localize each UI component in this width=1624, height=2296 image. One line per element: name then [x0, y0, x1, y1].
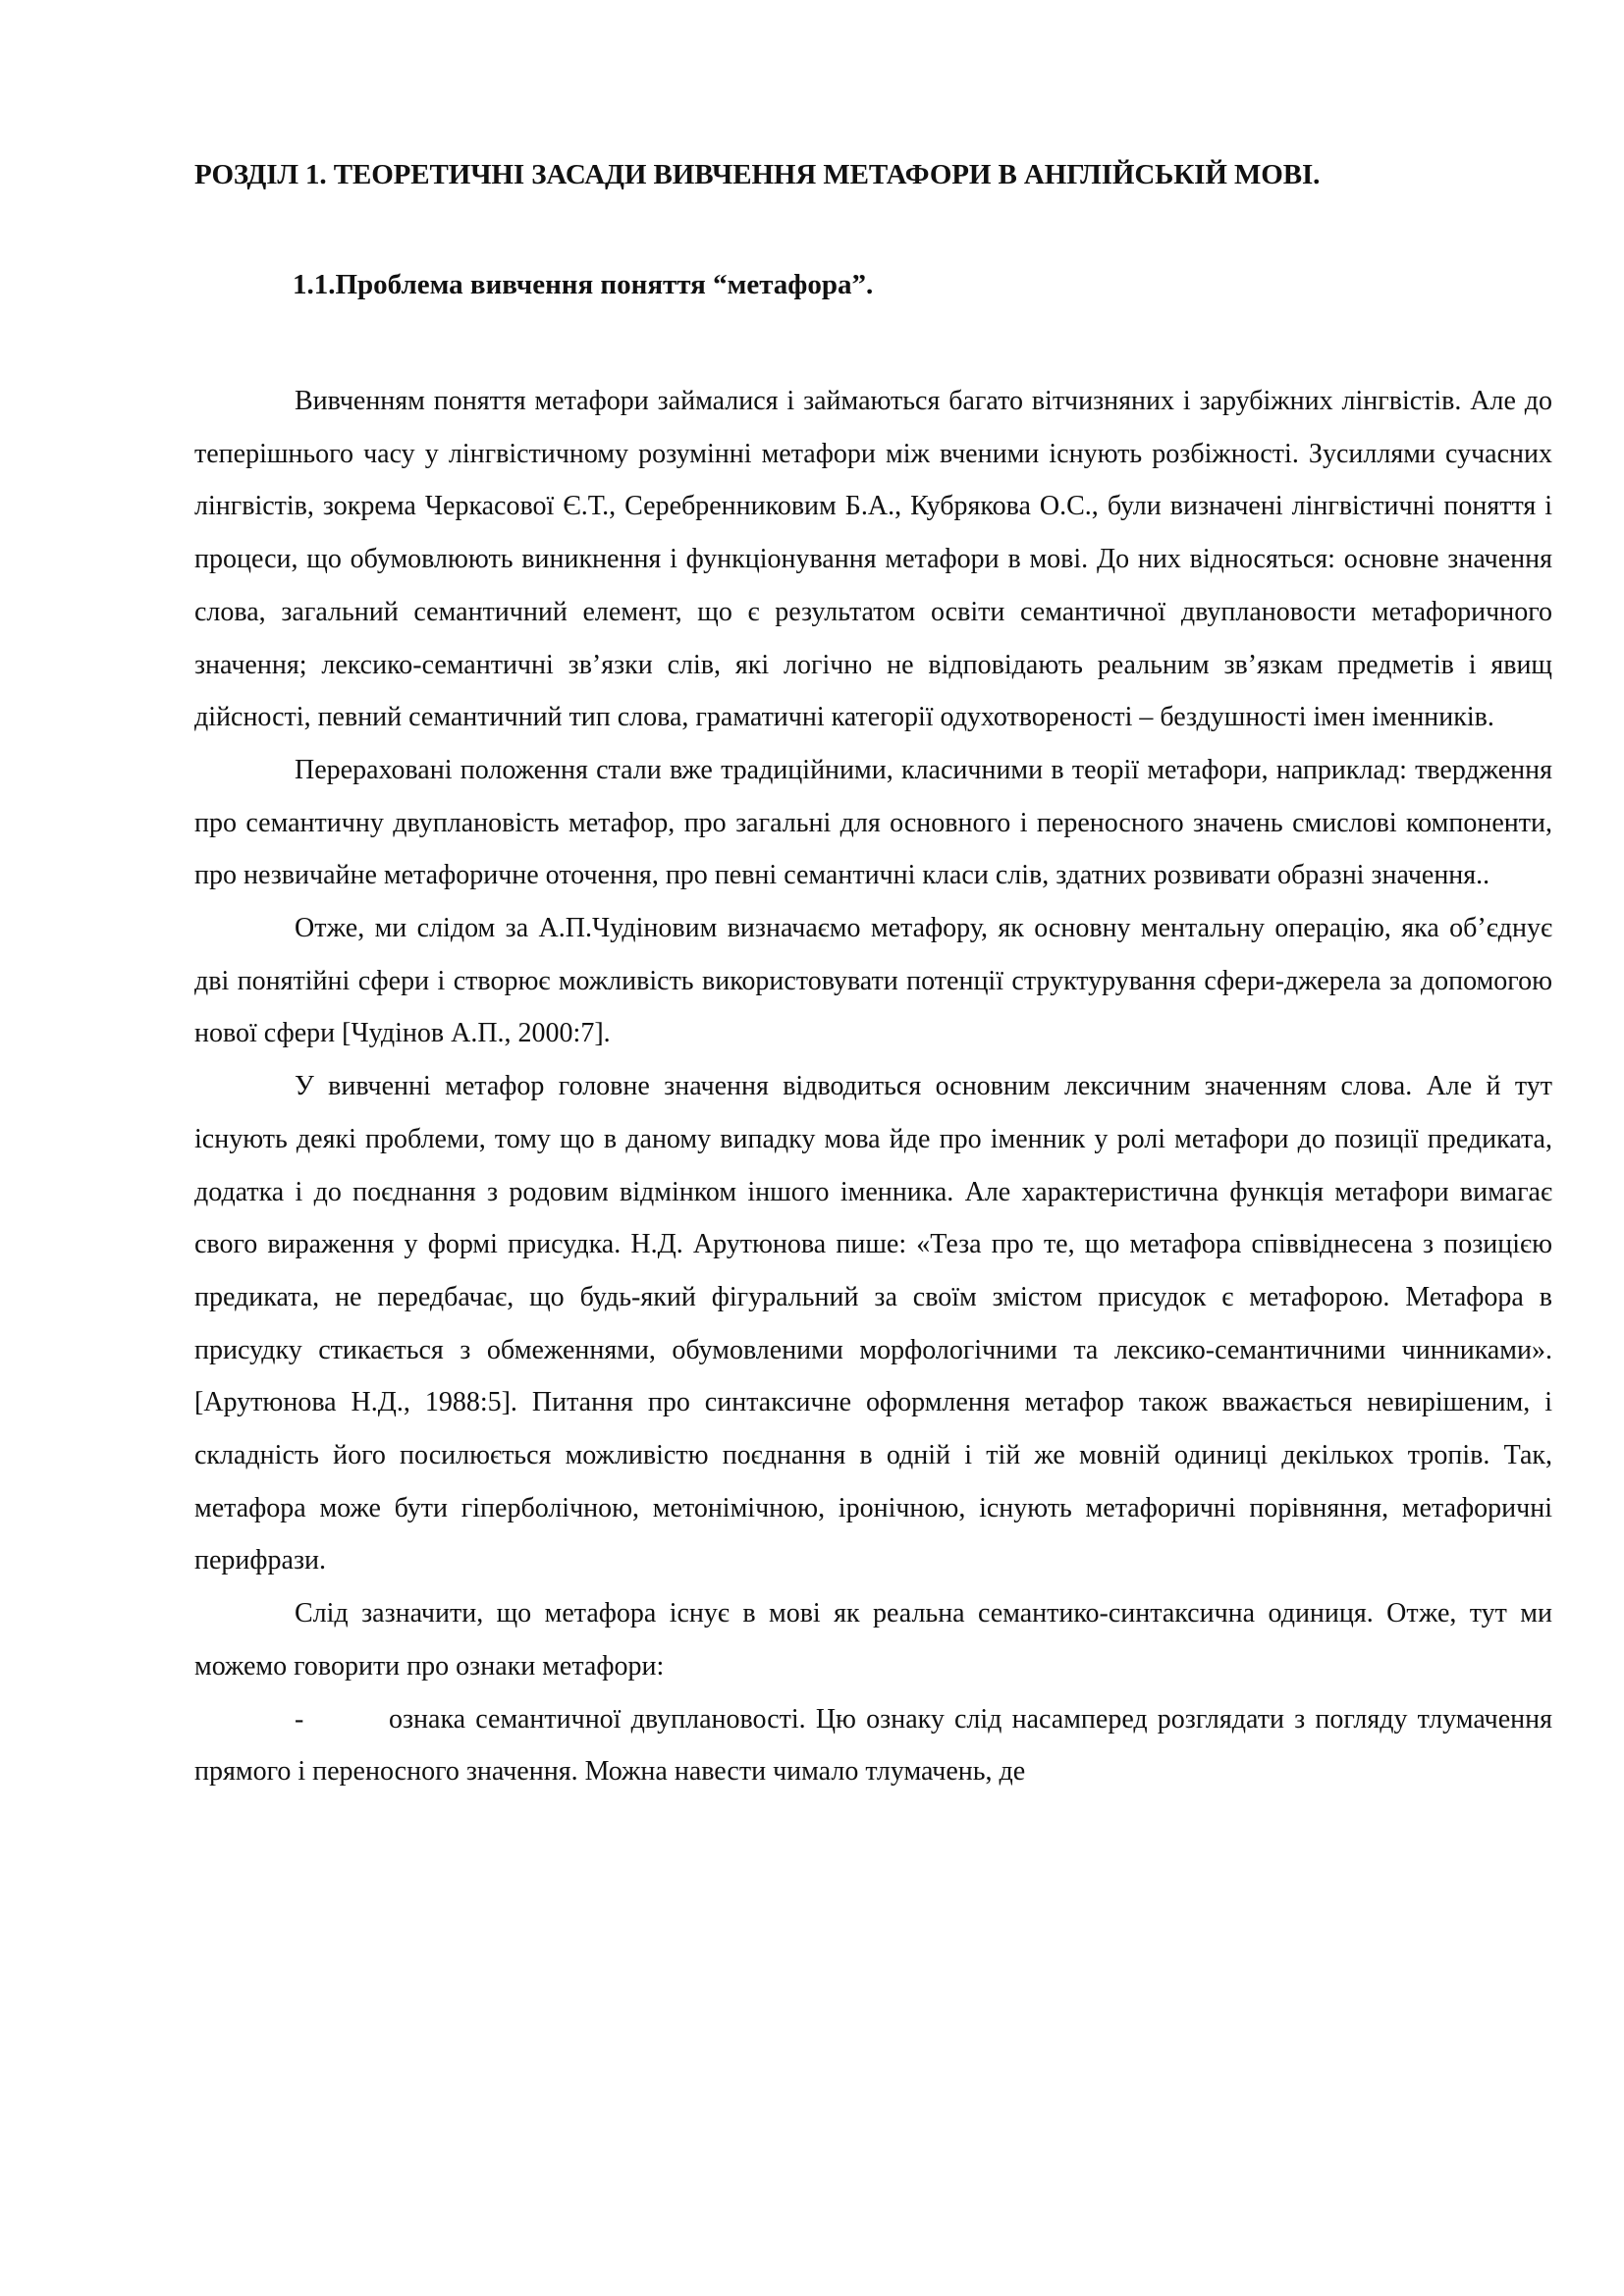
section-title: 1.1.Проблема вивчення поняття “метафора”.	[293, 269, 874, 300]
paragraph-intro: Вивченням поняття метафори займалися і займаються багато вітчизняних і зарубіжних лінгвістів. Але до теперішнього часу у лінгвістичному розумінні метафори між вченими існують розбіжності. Зусиллями сучасних лінгвістів, зокрема Черкасової Є.Т., Серебренниковим Б.А., Кубрякова О.С., були визначені лінгвістичні поняття і процеси, що обумовлюють виникнення і функціонування метафори в мові. До них відносяться: основне значення слова, загальний семантичний елемент, що є результатом освіти семантичної двуплановости метафоричного значення; лексико-семантичні зв’язки слів, які логічно не відповідають реальним зв’язкам предметів і явищ дійсності, певний семантичний тип слова, граматичні категорії одухотвореності – бездушності імен іменників.	[194, 386, 1552, 733]
paragraph-listed-positions: Перераховані положення стали вже традиційними, класичними в теорії метафори, наприклад: твердження про семантичну двуплановість метафор, про загальні для основного і переносного значень смислові компоненти, про незвичайне метафоричне оточення, про певні семантичні класи слів, здатних розвивати образні значення..	[194, 754, 1552, 891]
paragraph-lexical-meaning: У вивченні метафор головне значення відводиться основним лексичним значенням слова. Але й тут існують деякі проблеми, тому що в даному випадку мова йде про іменник у ролі метафори до позиції предиката, додатка і до поєднання з родовим відмінком іншого іменника. Але характеристична функція метафори вимагає свого вираження у формі присудка. Н.Д. Арутюнова пише: «Теза про те, що метафора співвіднесена з позицією предиката, не передбачає, що будь-який фігуральний за своїм змістом присудок є метафорою. Метафора в присудку стикається з обмеженнями, обумовленими морфологічними та лексико-семантичними чинниками». [Арутюнова Н.Д., 1988:5]. Питання про синтаксичне оформлення метафор також вважається невирішеним, і складність його посилюється можливістю поєднання в одній і тій же мовній одиниці декількох тропів. Так, метафора може бути гіперболічною, метонімічною, іронічною, існують метафоричні порівняння, метафоричні перифрази.	[194, 1071, 1552, 1576]
list-item-semantic-duality	[194, 1693, 1552, 1798]
page-content	[194, 157, 1552, 1798]
paragraph-metaphor-features-intro: Слід зазначити, що метафора існує в мові як реальна семантико-синтаксична одиниця. Отже, тут ми можемо говорити про ознаки метафори:	[194, 1598, 1552, 1682]
paragraph-chudinov-definition: Отже, ми слідом за А.П.Чудіновим визначаємо метафору, як основну ментальну операцію, яка об’єднує дві понятійні сфери і створює можливість використовувати потенції структурування сфери-джерела за допомогою нової сфери [Чудінов А.П., 2000:7].	[194, 913, 1552, 1049]
list-marker: -	[295, 1703, 304, 1735]
list-item-text: ознака семантичної двуплановості. Цю ознаку слід насамперед розглядати з погляду тлумачення прямого і переносного значення. Можна навести чимало тлумачень, де	[194, 1703, 1552, 1788]
chapter-title: РОЗДІЛ 1. ТЕОРЕТИЧНІ ЗАСАДИ ВИВЧЕННЯ МЕТАФОРИ В АНГЛІЙСЬКІЙ МОВІ.	[194, 159, 1321, 190]
